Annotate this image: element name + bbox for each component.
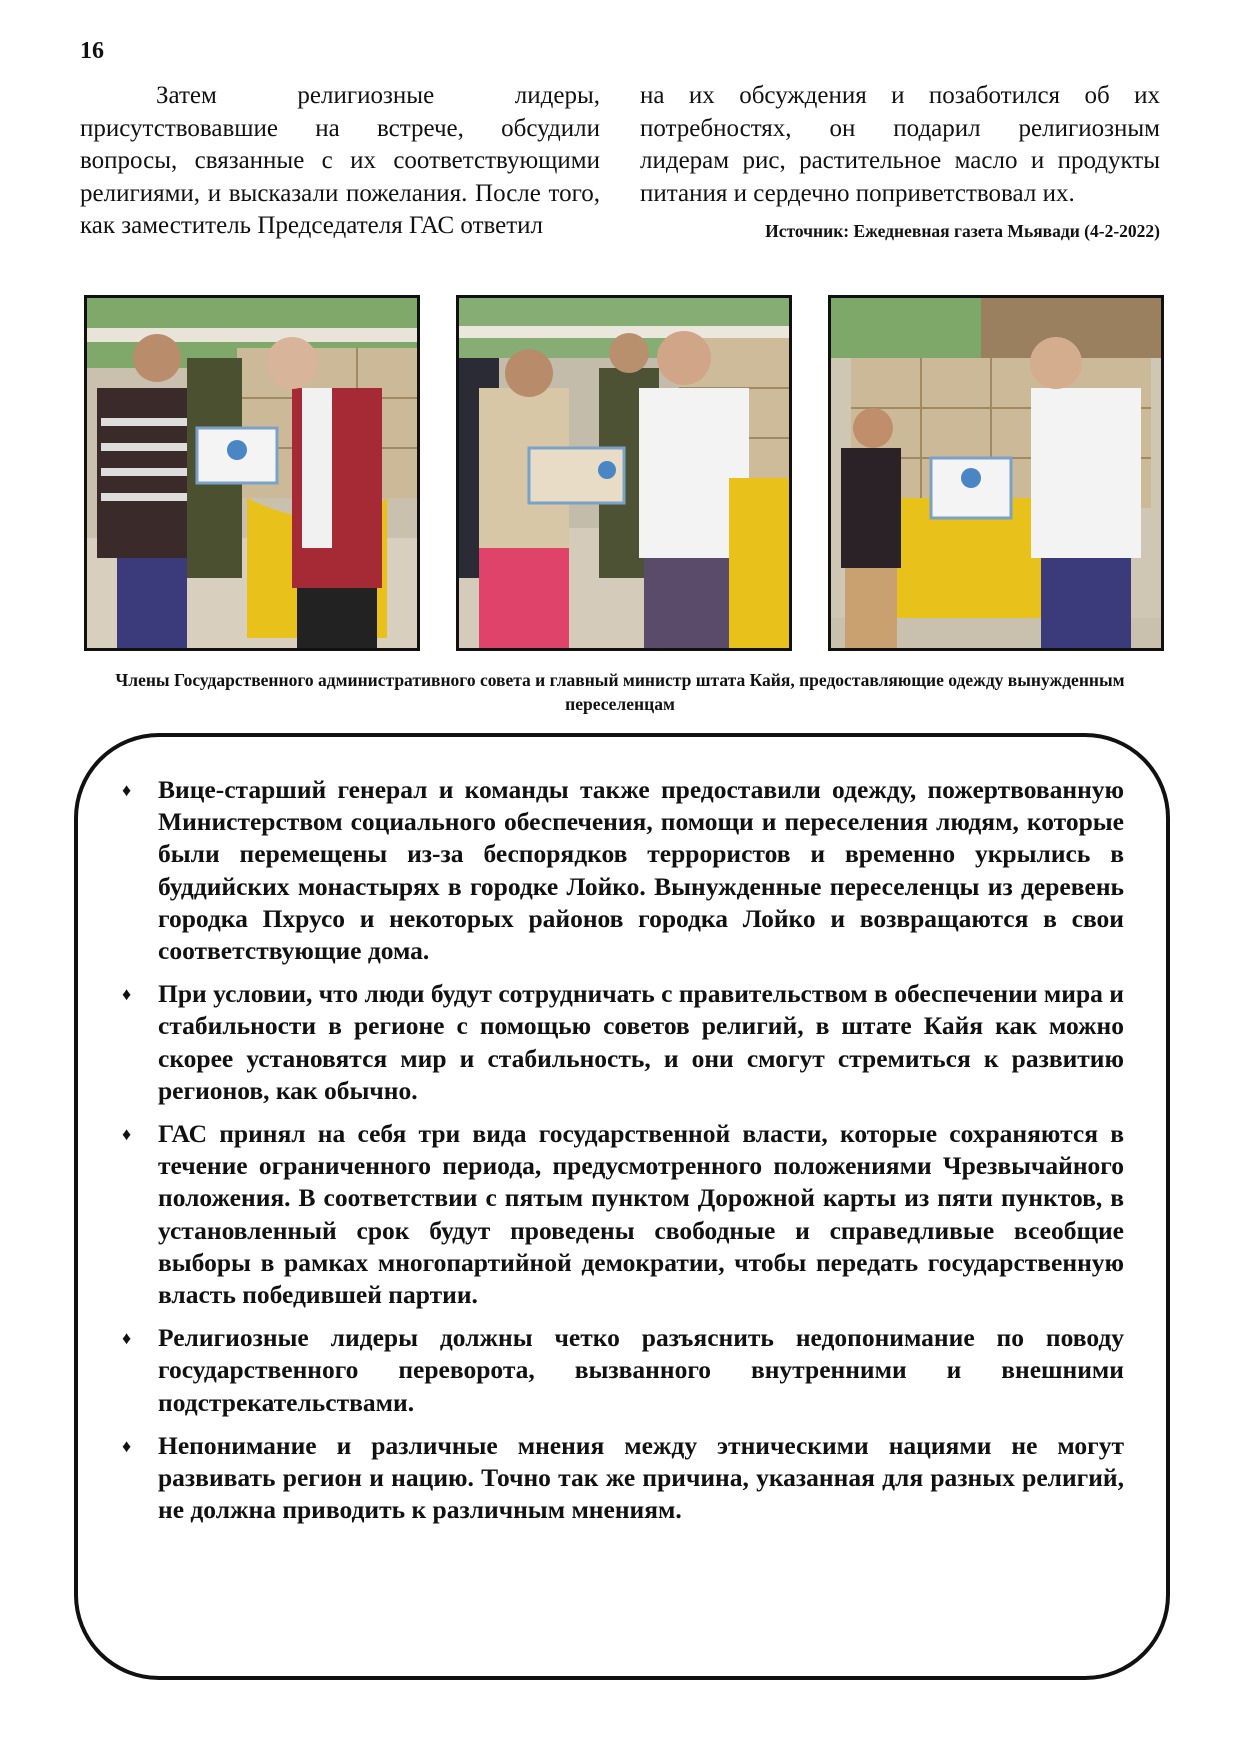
two-column-text: [80, 80, 1160, 243]
left-column: [80, 80, 600, 243]
bullet-item: [118, 774, 1124, 967]
diamond-bullet-icon: ♦: [122, 780, 132, 800]
left-column-paragraph: Затем религиозные лидеры, присутствовавшие на встрече, обсудили вопросы, связанные с их соответствующими религиями, и высказали пожелания. После того, как заместитель Председателя ГАС ответил: [80, 82, 600, 239]
photo-handover-1: [84, 295, 420, 651]
photo-caption: Члены Государственного административного совета и главный министр штата Кайя, предоставляющие одежду вынужденным переселенцам: [115, 670, 1125, 714]
bullet-text: ГАС принял на себя три вида государственной власти, которые сохраняются в течение ограниченного периода, предусмотренного положениями Чрезвычайного положения. В соответствии с пятым пунктом Дорожной карты из пяти пунктов, в установленный срок будут проведены свободные и справедливые всеобщие выборы в рамках многопартийной демократии, чтобы передать государственную власть победившей партии.: [158, 1119, 1124, 1310]
photo-row: [84, 295, 1164, 653]
bullet-text: Вице-старший генерал и команды также предоставили одежду, пожертвованную Министерством социального обеспечения, помощи и переселения людям, которые были перемещены из-за беспорядков террористов и временно укрылись в буддийских монастырях в городке Лойко. Вынужденные переселенцы из деревень городка Пхрусо и некоторых районов городка Лойко и возвращаются в свои соответствующие дома.: [158, 775, 1124, 966]
bullet-text: Религиозные лидеры должны четко разъяснить недопонимание по поводу государственного переворота, вызванного внутренними и внешними подстрекательствами.: [158, 1323, 1124, 1417]
bullet-item: [118, 1322, 1124, 1419]
bullet-item: [118, 1118, 1124, 1311]
photo-handover-3: [828, 295, 1164, 651]
photo-handover-2: [456, 295, 792, 651]
diamond-bullet-icon: ♦: [122, 1124, 132, 1145]
right-column: [640, 80, 1160, 243]
bullet-text: При условии, что люди будут сотрудничать с правительством в обеспечении мира и стабильности в регионе с помощью советов религий, в штате Кайя как можно скорее установятся мир и стабильность, и они смогут стремиться к развитию регионов, как обычно.: [158, 979, 1124, 1105]
summary-bullet-list: [118, 774, 1124, 1537]
diamond-bullet-icon: ♦: [122, 1328, 132, 1349]
bullet-item: [118, 978, 1124, 1107]
source-credit: Источник: Ежедневная газета Мьявади (4-2-2022): [765, 221, 1160, 241]
bullet-item: [118, 1430, 1124, 1527]
diamond-bullet-icon: ♦: [122, 984, 132, 1005]
diamond-bullet-icon: ♦: [122, 1435, 132, 1456]
page-number: 16: [80, 38, 104, 64]
bullet-text: Непонимание и различные мнения между этническими нациями не могут развивать регион и нацию. Точно так же причина, указанная для разных религий, не должна приводить к различным мнениям.: [158, 1430, 1124, 1525]
right-column-paragraph: на их обсуждения и позаботился об их потребностях, он подарил религиозным лидерам рис, растительное масло и продукты питания и сердечно поприветствовал их.: [640, 82, 1160, 207]
